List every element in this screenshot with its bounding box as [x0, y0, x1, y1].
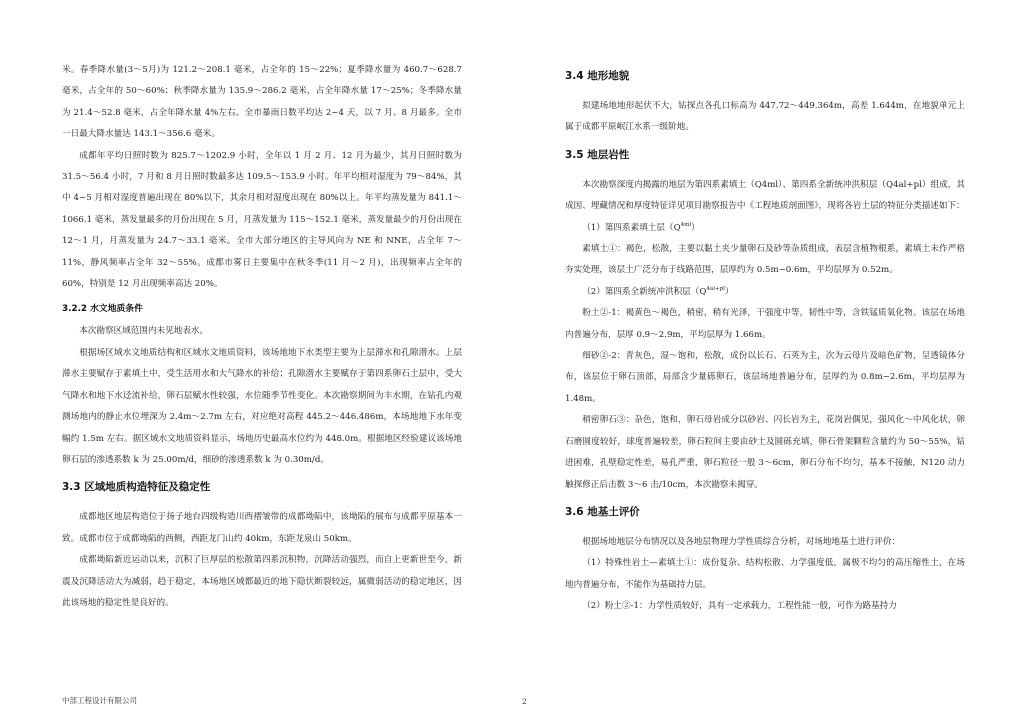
terrain-paragraph: 拟建场地地形起伏不大，钻探点各孔口标高为 447.72～449.364m，高差 1.644m，在地貌单元上属于成都平原岷江水系一级阶地。 [565, 101, 965, 133]
footer-company: 中部工程设计有限公司 [62, 696, 137, 705]
regional-structure-paragraph: 成都地区地层构造位于扬子地台四级构造川西褶皱带的成都坳陷中，该坳陷的展布与成都平原基本一致。成都市位于成都坳陷的西侧，西距龙门山约 40km，东距龙泉山 50km。 [62, 512, 462, 544]
evaluation-item-1: （1）特殊性岩土—素填土①：成份复杂、结构松散、力学强度低，属极不均匀的高压缩性土，在场地内普遍分布，不能作为基础持力层。 [565, 558, 965, 590]
fill-soil-paragraph: 素填土①：褐色，松散，主要以黏土夹少量卵石及砂等杂质组成，表层含植物根系，素填土未作严格夯实处理，该层土广泛分布于线路范围，层厚约为 0.5m~0.6m，平均层厚为 0.52m。 [565, 244, 965, 276]
fill-layer-title: （1）第四系素填土层$(Q^{4ml})$ [582, 221, 700, 233]
section-3-4-heading: 3.4 地形地貌 [565, 70, 630, 82]
alluvial-layer-title: （2）第四系全新统冲洪积层$(Q^{4al+pl})$ [582, 285, 734, 297]
section-3-5-heading: 3.5 地层岩性 [565, 148, 630, 161]
fine-sand-paragraph: 细砂②-2：青灰色，湿～饱和，松散，成份以长石、石英为主，次为云母片及暗色矿物，呈透镜体分布，该层位于卵石顶部，局部含少量砾卵石，该层场地普遍分布，层厚约为 0.8m~2.6m，平均层厚为 1.48m。 [565, 351, 965, 404]
sunshine-paragraph: 成都年平均日照时数为 825.7～1202.9 小时，全年以 1 月 2 月、12 月为最少，其月日照时数为 31.5～56.4 小时，7 月和 8 月日照时数最多达 109.5～153.9 小时。年平均相对湿度为 79～84%，其中 4~5 月相对湿度普遍出现在 80%以下，其余月相对湿度出现在 80%以上。年平均蒸发量为 841.1～1066.1 毫米，蒸发量最多的月份出现在 5 月，月蒸发量为 115～152.1 毫米，蒸发量最少的月份出现在 12～1 月，月蒸发量为 24.7～33.1 毫米。全市大部分地区的主导风向为 NE 和 NNE，占全年 7～11%，静风频率占全年 32～55%。成都市雾日主要集中在秋冬季(11 月～2 月)，出现频率占全年的 60%，特别是 12 月出现频率高达 20%。 [62, 150, 462, 290]
stability-paragraph: 成都坳陷新近运动以来，沉积了巨厚层的松散第四系沉积物，沉降活动强烈，而自上更新世至今，新震及沉降活动大为减弱，趋于稳定，本场地区域都最近的地下隐伏断裂较远，属微弱活动的稳定地区，因此该场地的稳定性是良好的。 [62, 555, 462, 608]
left-column [62, 60, 462, 614]
surface-water-paragraph: 本次勘察区域范围内未见地表水。 [79, 326, 209, 337]
page-number: 2 [522, 697, 527, 706]
evaluation-intro-paragraph: 根据场地地层分布情况以及各地层物理力学性质综合分析，对场地地基土进行评价： [582, 536, 901, 547]
right-column [565, 60, 965, 618]
groundwater-paragraph: 根据场区域水文地质结构和区域水文地质资料，该场地地下水类型主要为上层滞水和孔隙潜水。上层滞水主要赋存于素填土中，受生活用水和大气降水的补给；孔隙潜水主要赋存于第四系卵石土层中，受大气降水和地下水迳流补给，卵石层赋水性较强，水位随季节性变化。本次勘察期间为丰水期，在钻孔内观测场地内的静止水位埋深为 2.4m～2.7m 左右，对应绝对高程 445.2～446.486m，本场地地下水年变幅约 1.5m 左右。据区域水文地质资料显示，场地历史最高水位约为 448.0m。根据地区经验建议该场地卵石层的渗透系数 k 为 25.00m/d，细砂的渗透系数 k 为 0.30m/d。 [62, 347, 462, 465]
evaluation-item-2: （2）粉土②-1：力学性质较好，具有一定承载力，工程性能一般，可作为路基持力 [582, 601, 897, 612]
section-3-2-2-heading: 3.2.2 水文地质条件 [62, 304, 143, 315]
section-3-6-heading: 3.6 地基土评价 [565, 505, 640, 518]
section-3-3-heading: 3.3 区域地质构造特征及稳定性 [62, 481, 211, 494]
strata-intro-paragraph: 本次勘察深度内揭露的地层为第四系素填土（Q4ml）、第四系全新统冲洪积层（Q4al+pl）组成，其成因、埋藏情况和厚度特征详见项目勘察报告中《工程地质剖面图》，现将各岩土层的特征分类描述如下： [565, 179, 965, 212]
pebble-paragraph: 稍密卵石③：杂色，饱和，卵石母岩成分以砂岩、闪长岩为主，花岗岩偶见，强风化～中风化状，卵石磨圆度较好，球度普遍较差，卵石粒间主要由砂土及圆砾充填，卵石骨架颗粒含量约为 50～55%，钻进困难，孔壁稳定性差，易孔严重，卵石粒径一般 3～6cm，卵石分布不均匀，基本不接触，N120 动力触探修正后击数 3～6 击/10cm，本次勘察未揭穿。 [565, 415, 965, 490]
rainfall-paragraph: 米。春季降水量(3～5月)为 121.2～208.1 毫米，占全年的 15～22%；夏季降水量为 460.7～628.7 毫米，占全年的 50～60%；秋季降水量为 135.9～286.2 毫米，占全年降水量 17～25%；冬季降水量为 21.4～52.8 毫米，占全年降水量 4%左右。全市暴雨日数平均达 2~4 天，以 7 月、8 月最多。全市一日最大降水量达 143.1～356.6 毫米。 [62, 65, 462, 140]
silt-paragraph: 粉土②-1：褐黄色～褐色，稍密，稍有光泽，干强度中等，韧性中等，含铁锰质氧化物。该层在场地内普遍分布，层厚 0.9～2.9m，平均层厚为 1.66m。 [565, 308, 965, 340]
